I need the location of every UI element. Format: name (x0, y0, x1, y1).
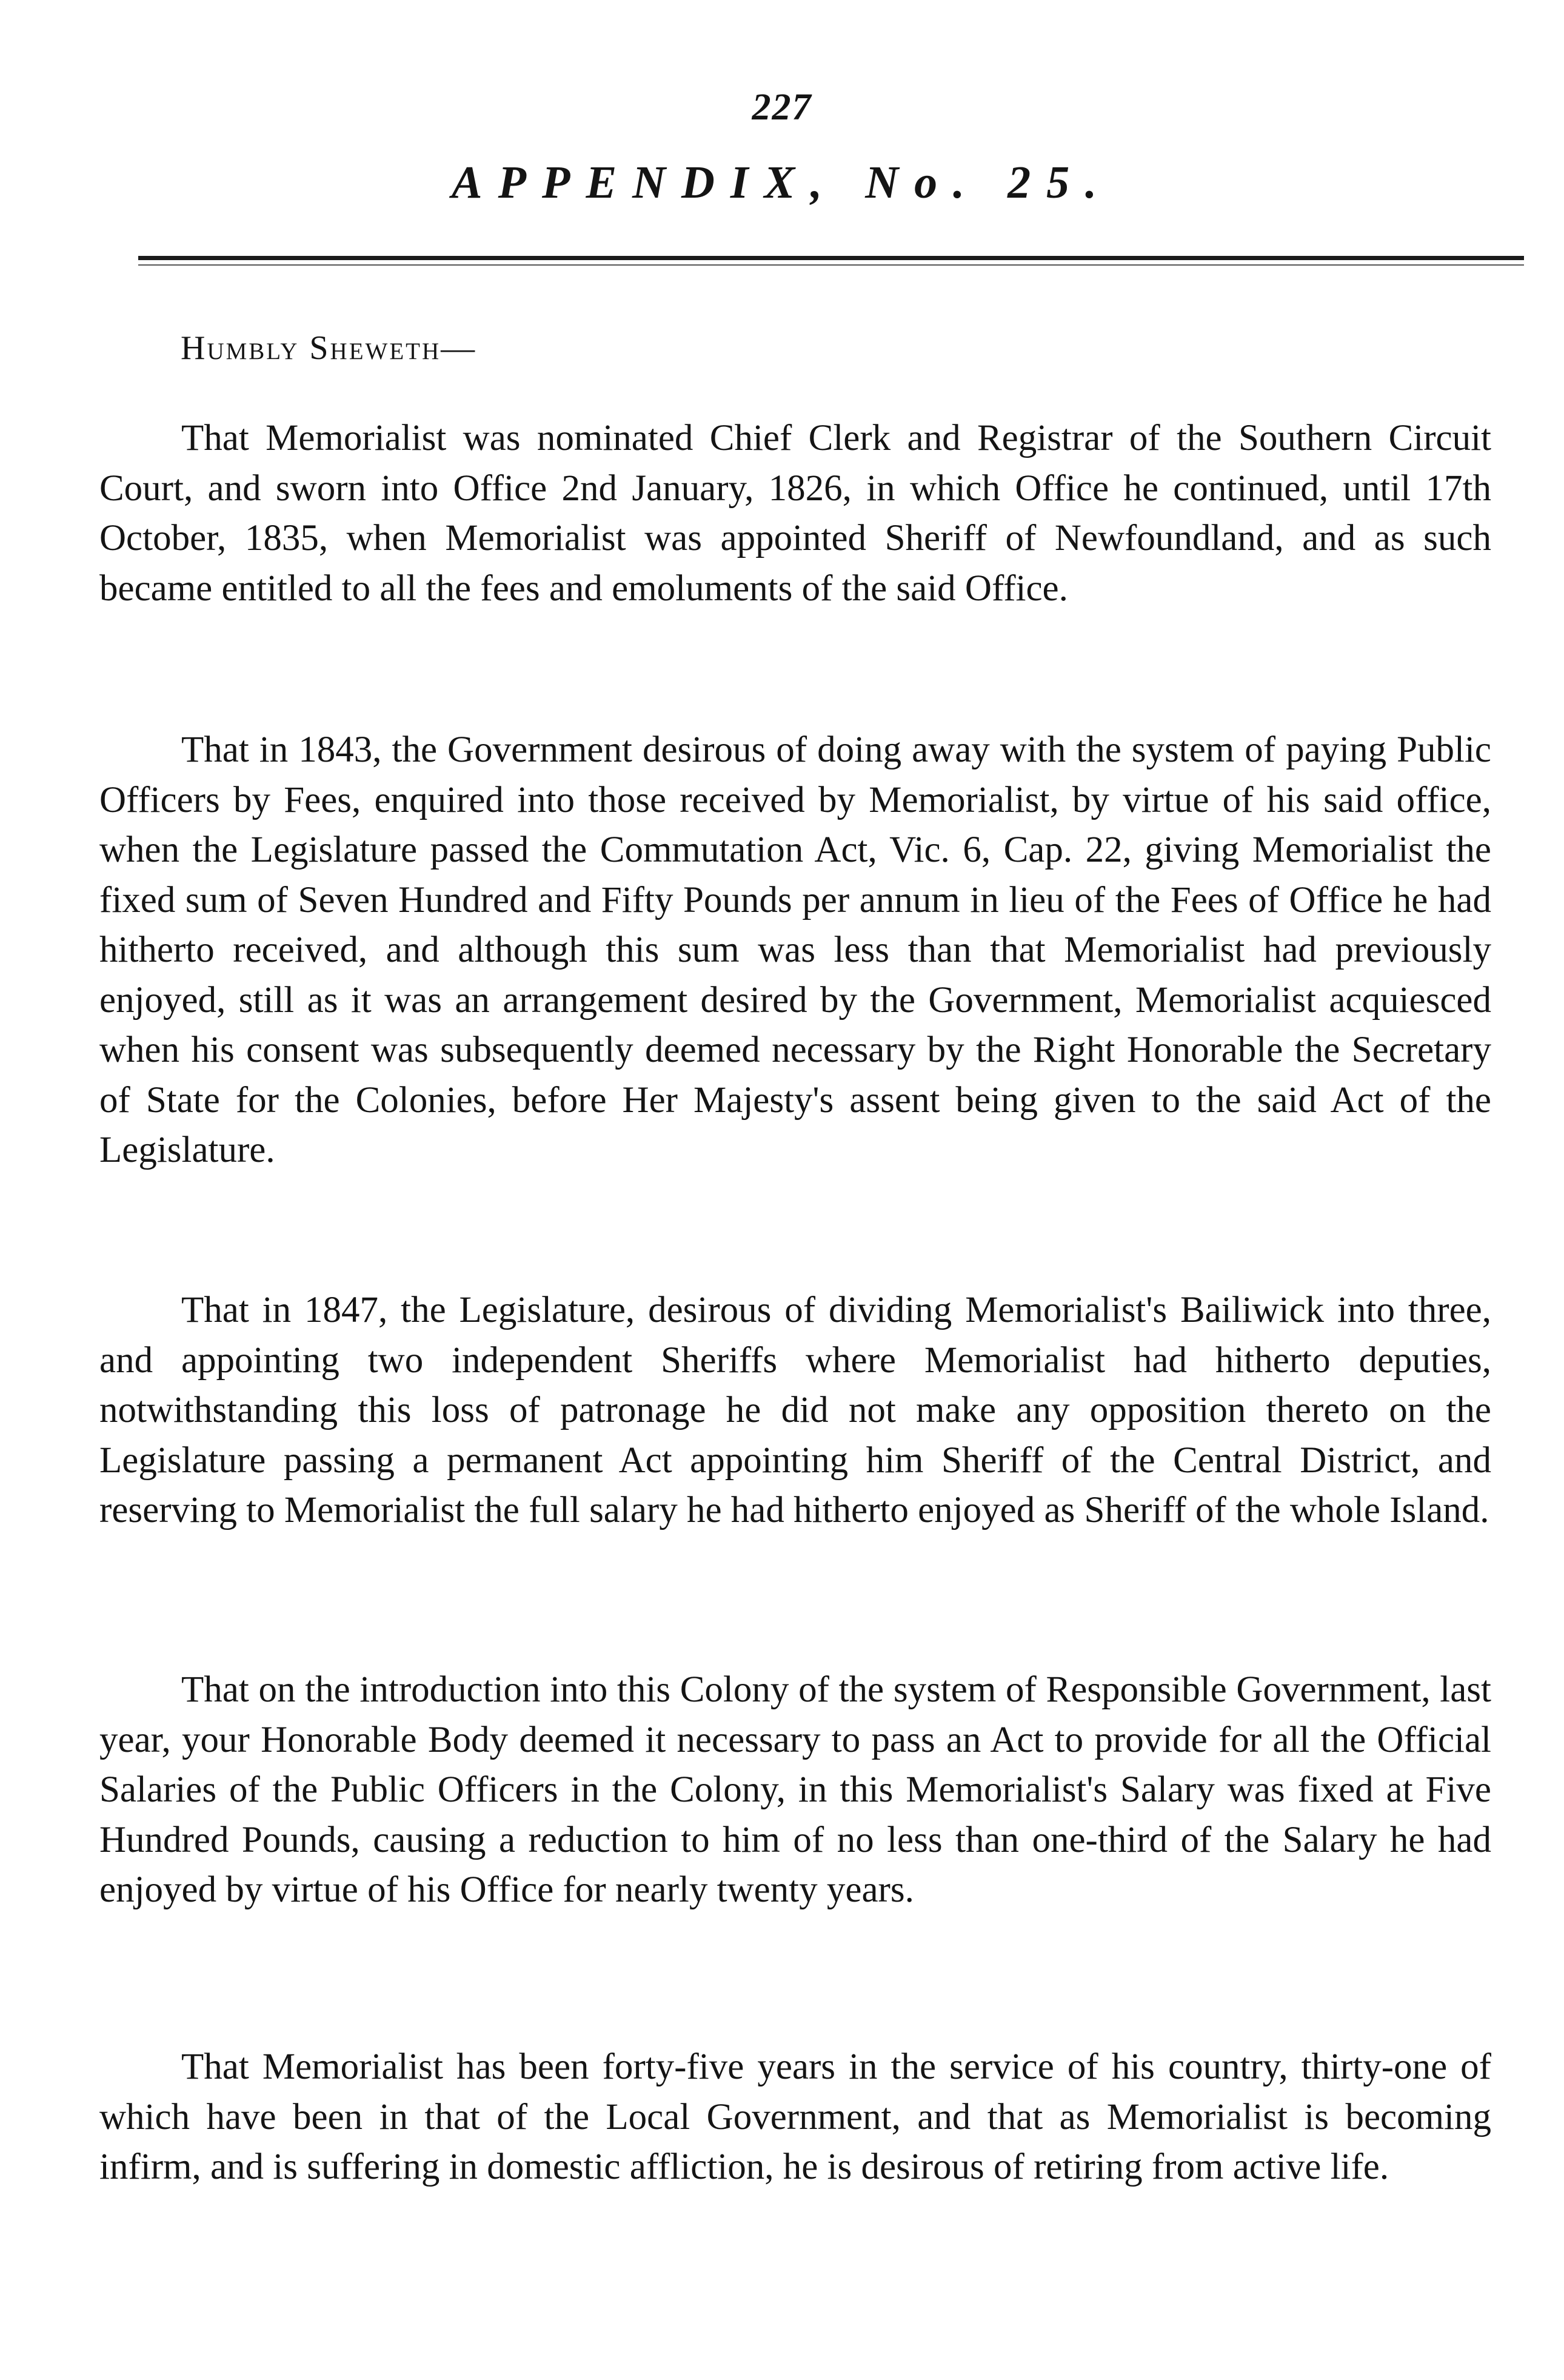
heading-rule (138, 256, 1524, 260)
paragraph-1: That Memorialist was nominated Chief Clerk and Registrar of the Southern Circuit Court, and sworn into Office 2nd January, 1826, in which Office he continued, until 17th October, 1835, when Memorialist was appointed Sheriff of Newfoundland, and as such became entitled to all the fees and emoluments of the said Office. (99, 418, 1491, 609)
salutation: Humbly Sheweth— (181, 329, 477, 367)
paragraph-5: That Memorialist has been forty-five years in the service of his country, thirty-one of which have been in that of the Local Government, and that as Memorialist is becoming infirm, and is suffering in domestic affliction, he is desirous of retiring from active life. (99, 2046, 1491, 2187)
paragraph-3: That in 1847, the Legislature, desirous of dividing Memorialist's Bailiwick into three, and appointing two independent Sheriffs where Memorialist had hitherto deputies, notwithstanding this loss of patronage he did not make any opposition thereto on the Legislature passing a permanent Act appointing him Sheriff of the Central District, and reserving to Memorialist the full salary he had hitherto enjoyed as Sheriff of the whole Island. (99, 1290, 1491, 1530)
paragraph-4: That on the introduction into this Colony of the system of Responsible Government, last year, your Honorable Body deemed it necessary to pass an Act to provide for all the Official Salaries of the Public Officers in the Colony, in this Memorialist's Salary was fixed at Five Hundred Pounds, causing a reduction to him of no less than one-third of the Salary he had enjoyed by virtue of his Office for nearly twenty years. (99, 1669, 1491, 1910)
page-number: 227 (752, 87, 812, 128)
appendix-heading: APPENDIX, No. 25. (451, 157, 1113, 208)
heading-rule-fine (138, 264, 1524, 266)
paragraph-2: That in 1843, the Government desirous of doing away with the system of paying Public Officers by Fees, enquired into those received by Memorialist, by virtue of his said office, when the Legislature passed the Commutation Act, Vic. 6, Cap. 22, giving Memorialist the fixed sum of Seven Hundred and Fifty Pounds per annum in lieu of the Fees of Office he had hitherto received, and although this sum was less than that Memorialist had previously enjoyed, still as it was an arrangement desired by the Government, Memorialist acquiesced when his consent was subsequently deemed necessary by the Right Honorable the Secretary of State for the Colonies, before Her Majesty's assent being given to the said Act of the Legislature. (99, 729, 1491, 1170)
